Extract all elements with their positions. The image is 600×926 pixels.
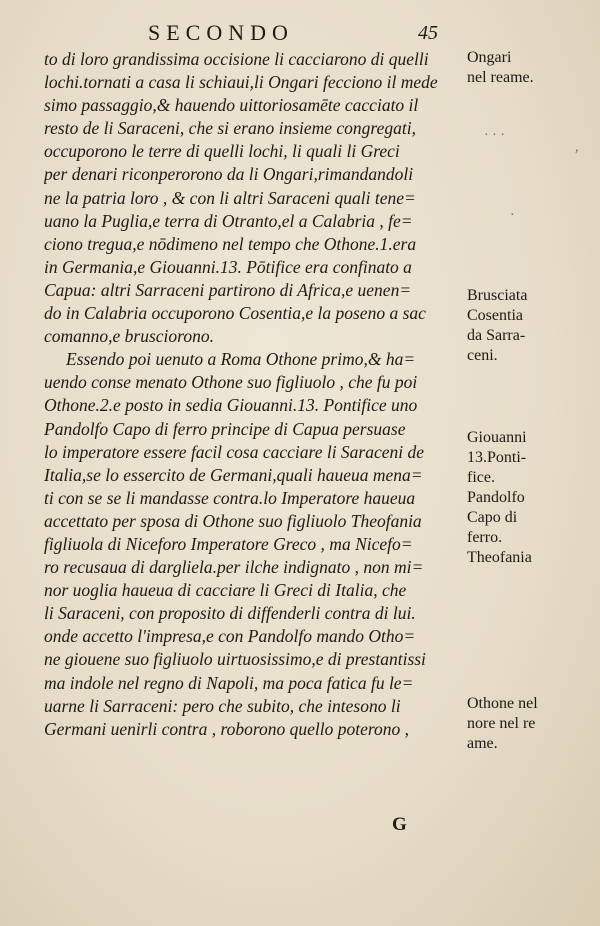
text-line: comanno,e brusciorono.: [44, 326, 214, 347]
text-line: nor uoglia haueua di cacciare li Greci di Italia, che: [44, 580, 407, 601]
text-line: per denari riconperorono da li Ongari,rimandandoli: [44, 164, 414, 185]
text-line: simo passaggio,& hauendo uittoriosamēte cacciato il: [44, 95, 419, 116]
margin-note-line: nel reame.: [467, 69, 534, 86]
text-line: in Germania,e Giouanni.13. Pōtifice era confinato a: [44, 256, 412, 277]
margin-note-cosentia: [467, 286, 595, 366]
margin-note-line: fice.: [467, 469, 495, 486]
text-line: Italia,se lo essercito de Germani,quali haueua mena=: [44, 464, 423, 485]
ink-speck: ,: [575, 140, 579, 155]
text-line: accettato per sposa di Othone suo figliuolo Theofania: [44, 510, 422, 531]
text-line: ti con se se li mandasse contra.lo Imperatore haueua: [44, 487, 416, 508]
margin-note-line: Theofania: [467, 549, 532, 566]
text-line: ne la patria loro , & con li altri Saraceni quali tene=: [44, 187, 416, 208]
margin-note-line: ceni.: [467, 347, 498, 364]
margin-note-line: Giouanni: [467, 429, 527, 446]
paragraph-start-line: Essendo poi uenuto a Roma Othone primo,& ha=: [66, 349, 416, 370]
ink-speck: · · ·: [484, 128, 505, 143]
text-line: uano la Puglia,e terra di Otranto,el a Calabria , fe=: [44, 210, 413, 231]
text-line: Pandolfo Capo di ferro principe di Capua persuase: [44, 418, 406, 439]
margin-note-othone: [467, 694, 595, 754]
text-line: occuporono le terre di quelli lochi, li quali li Greci: [44, 141, 400, 162]
text-line: onde accetto l'impresa,e con Pandolfo mando Otho=: [44, 626, 416, 647]
margin-note-giouanni: [467, 428, 595, 568]
text-line: uendo conse menato Othone suo figliuolo , che fu poi: [44, 372, 418, 393]
margin-note-line: Cosentia: [467, 307, 523, 324]
running-head: [0, 20, 600, 48]
text-line: resto de li Saraceni, che si erano insieme congregati,: [44, 118, 416, 139]
text-line: lochi.tornati a casa li schiaui,li Ongari fecciono il mede: [44, 72, 438, 93]
margin-note-line: Pandolfo: [467, 489, 525, 506]
text-line: Othone.2.e posto in sedia Giouanni.13. Pontifice uno: [44, 395, 418, 416]
text-line: ne giouene suo figliuolo uirtuosissimo,e di prestantissi: [44, 649, 426, 670]
text-line: Capua: altri Sarraceni partirono di Africa,e uenen=: [44, 279, 412, 300]
margin-note-line: nore nel re: [467, 715, 536, 732]
text-line: lo imperatore essere facil cosa cacciare li Saraceni de: [44, 441, 425, 462]
signature-mark: G: [392, 814, 407, 835]
margin-note-line: Capo di: [467, 509, 518, 526]
text-line: figliuola di Niceforo Imperatore Greco , ma Nicefo=: [44, 533, 413, 554]
page-number: 45: [418, 22, 438, 44]
margin-note-line: Brusciata: [467, 287, 528, 304]
ink-speck: ·: [510, 208, 515, 223]
text-line: to di loro grandissima occisione li cacciarono di quelli: [44, 49, 429, 69]
margin-note-ongari: [467, 48, 595, 88]
text-line: uarne li Sarraceni: pero che subito, che intesono li: [44, 695, 401, 716]
margin-note-line: ferro.: [467, 529, 503, 546]
text-line: ro recusaua di dargliela.per ilche indignato , non mi=: [44, 557, 424, 578]
margin-note-line: Othone nel: [467, 695, 538, 712]
text-line: Germani uenirli contra , roborono quello poterono ,: [44, 718, 410, 739]
text-line: ma indole nel regno di Napoli, ma poca fatica fu le=: [44, 672, 414, 693]
margin-note-line: Ongari: [467, 49, 512, 66]
body-text: [44, 48, 466, 741]
margin-note-line: ame.: [467, 735, 498, 752]
text-line: li Saraceni, con proposito di diffenderli contra di lui.: [44, 603, 416, 624]
margin-note-line: da Sarra-: [467, 327, 526, 344]
margin-note-line: 13.Ponti-: [467, 449, 527, 466]
text-line: ciono tregua,e nōdimeno nel tempo che Othone.1.era: [44, 233, 417, 254]
running-head-title: SECONDO: [148, 20, 294, 45]
text-line: do in Calabria occuporono Cosentia,e la poseno a sac: [44, 303, 426, 324]
